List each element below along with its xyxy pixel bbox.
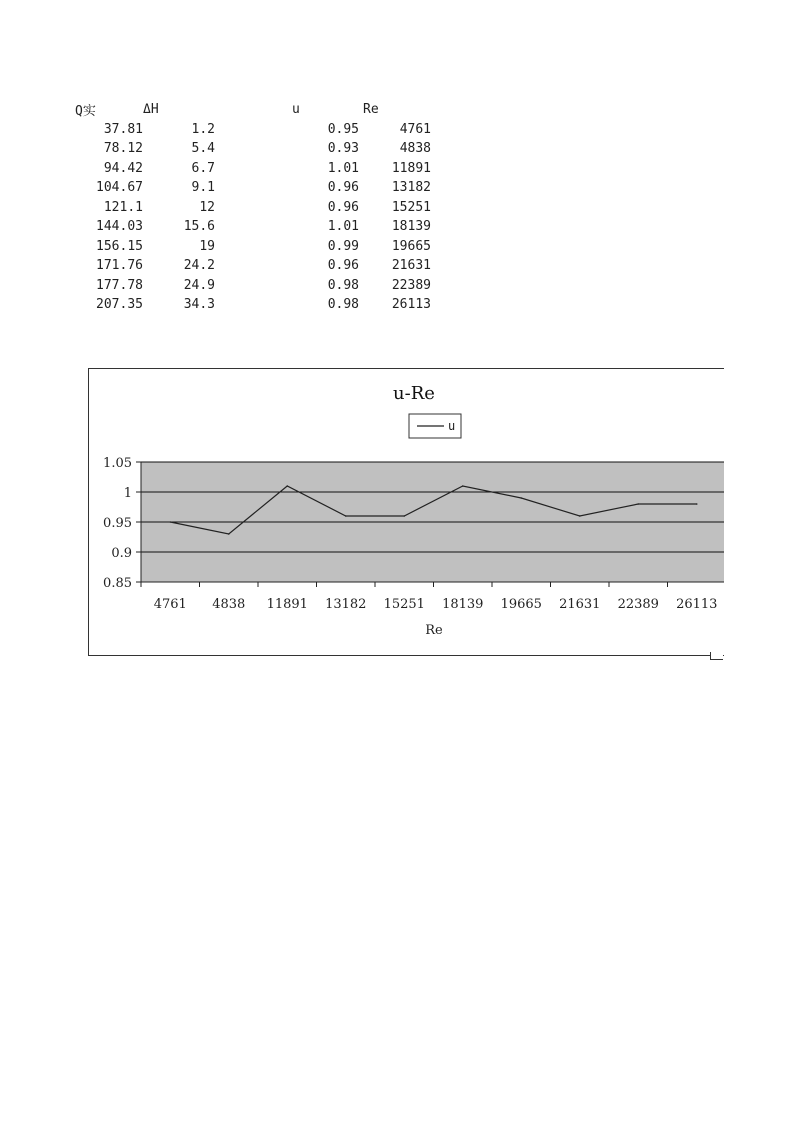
table-row bbox=[75, 120, 431, 140]
cell-delta-h: 6.7 bbox=[191, 160, 215, 176]
cell-q-actual: 94.42 bbox=[103, 160, 143, 176]
cell-re: 4761 bbox=[399, 121, 431, 137]
cell-delta-h: 5.4 bbox=[191, 141, 215, 157]
legend-label: u bbox=[448, 419, 456, 433]
cell-delta-h: 19 bbox=[199, 238, 215, 254]
x-tick-label: 11891 bbox=[266, 597, 308, 612]
table-header-row bbox=[75, 100, 431, 120]
cell-q-actual: 156.15 bbox=[96, 238, 143, 254]
cell-u: 0.95 bbox=[327, 121, 359, 137]
x-tick-label: 22389 bbox=[617, 597, 659, 612]
table-row bbox=[75, 237, 431, 257]
cell-q-actual: 78.12 bbox=[103, 141, 143, 157]
data-point-u bbox=[637, 503, 639, 505]
data-point-u bbox=[579, 515, 581, 517]
cell-delta-h: 34.3 bbox=[183, 297, 215, 313]
data-point-u bbox=[228, 533, 230, 535]
cell-re: 13182 bbox=[391, 180, 431, 196]
cell-re: 21631 bbox=[391, 258, 431, 274]
cell-re: 19665 bbox=[391, 238, 431, 254]
cell-q-actual: 177.78 bbox=[96, 277, 143, 293]
cell-delta-h: 9.1 bbox=[191, 180, 215, 196]
column-header-q-actual: Q实 bbox=[75, 104, 96, 120]
y-tick-label: 0.95 bbox=[103, 516, 132, 531]
cell-delta-h: 12 bbox=[199, 199, 215, 215]
cell-delta-h: 24.2 bbox=[183, 258, 215, 274]
x-tick-label: 4838 bbox=[212, 597, 246, 612]
cell-delta-h: 24.9 bbox=[183, 277, 215, 293]
data-point-u bbox=[169, 521, 171, 523]
cell-re: 11891 bbox=[391, 160, 431, 176]
u-re-chart[interactable] bbox=[88, 368, 724, 656]
table-row bbox=[75, 178, 431, 198]
cell-q-actual: 171.76 bbox=[96, 258, 143, 274]
data-point-u bbox=[286, 485, 288, 487]
x-tick-label: 4761 bbox=[153, 597, 187, 612]
y-tick-label: 0.85 bbox=[103, 576, 132, 591]
cell-delta-h: 15.6 bbox=[183, 219, 215, 235]
cell-q-actual: 144.03 bbox=[96, 219, 143, 235]
y-tick-label: 1.05 bbox=[103, 456, 132, 471]
column-header-delta-h: ΔH bbox=[143, 102, 159, 118]
cell-re: 18139 bbox=[391, 219, 431, 235]
column-header-u: u bbox=[292, 102, 300, 118]
y-tick-label: 0.9 bbox=[111, 546, 132, 561]
table-row bbox=[75, 139, 431, 159]
cell-u: 0.96 bbox=[327, 199, 359, 215]
table-row bbox=[75, 198, 431, 218]
cell-u: 1.01 bbox=[327, 160, 359, 176]
table-row bbox=[75, 295, 431, 315]
x-tick-label: 13182 bbox=[325, 597, 367, 612]
data-point-u bbox=[403, 515, 405, 517]
cell-u: 0.98 bbox=[327, 277, 359, 293]
cell-re: 26113 bbox=[391, 297, 431, 313]
chart-svg bbox=[89, 369, 724, 655]
cell-u: 0.96 bbox=[327, 258, 359, 274]
x-tick-label: 15251 bbox=[383, 597, 425, 612]
cell-u: 0.99 bbox=[327, 238, 359, 254]
column-header-re: Re bbox=[363, 102, 379, 118]
cell-u: 1.01 bbox=[327, 219, 359, 235]
chart-resize-handle[interactable] bbox=[710, 652, 723, 660]
data-table bbox=[75, 100, 431, 315]
table-row bbox=[75, 159, 431, 179]
data-point-u bbox=[345, 515, 347, 517]
cell-u: 0.96 bbox=[327, 180, 359, 196]
cell-re: 4838 bbox=[399, 141, 431, 157]
x-axis-label: Re bbox=[425, 623, 443, 638]
data-point-u bbox=[520, 497, 522, 499]
cell-q-actual: 207.35 bbox=[96, 297, 143, 313]
cell-re: 15251 bbox=[391, 199, 431, 215]
plot-area[interactable] bbox=[103, 456, 724, 612]
table-row bbox=[75, 217, 431, 237]
data-point-u bbox=[696, 503, 698, 505]
chart-title: u-Re bbox=[393, 383, 435, 404]
cell-u: 0.93 bbox=[327, 141, 359, 157]
x-tick-label: 18139 bbox=[442, 597, 484, 612]
y-tick-label: 1 bbox=[123, 486, 132, 501]
cell-q-actual: 37.81 bbox=[103, 121, 143, 137]
table-row bbox=[75, 256, 431, 276]
x-tick-label: 26113 bbox=[676, 597, 718, 612]
cell-q-actual: 104.67 bbox=[96, 180, 143, 196]
cell-q-actual: 121.1 bbox=[103, 199, 143, 215]
cell-delta-h: 1.2 bbox=[191, 121, 215, 137]
x-tick-label: 19665 bbox=[500, 597, 542, 612]
cell-u: 0.98 bbox=[327, 297, 359, 313]
data-point-u bbox=[462, 485, 464, 487]
x-tick-label: 21631 bbox=[559, 597, 601, 612]
cell-re: 22389 bbox=[391, 277, 431, 293]
table-row bbox=[75, 276, 431, 296]
